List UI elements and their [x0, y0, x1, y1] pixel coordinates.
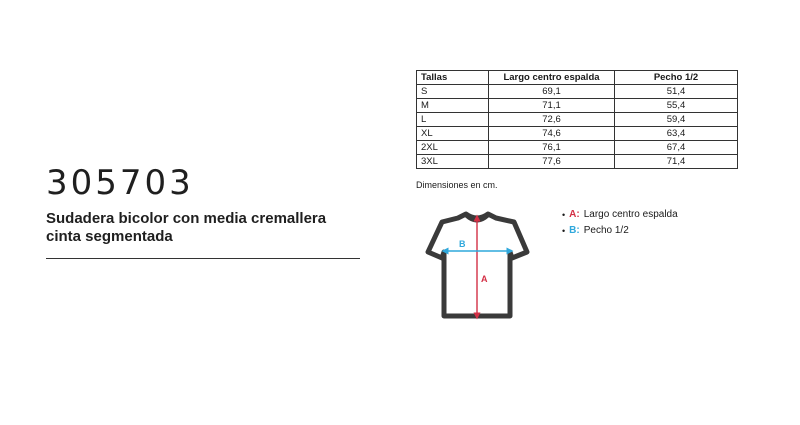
product-name-line2: cinta segmentada: [46, 228, 173, 245]
table-row: [417, 99, 738, 113]
bullet: •: [562, 226, 566, 236]
chest-cell: 67,4: [615, 141, 738, 155]
size-cell: XL: [417, 127, 489, 141]
table-row: [417, 127, 738, 141]
bullet: •: [562, 210, 566, 220]
product-code: 305703: [46, 163, 194, 203]
table-row: [417, 155, 738, 169]
length-cell: 72,6: [489, 113, 615, 127]
size-table: [416, 70, 738, 169]
legend-key-a: A:: [569, 209, 580, 220]
legend-text-a: Largo centro espalda: [583, 209, 678, 220]
product-name-line1: Sudadera bicolor con media cremallera: [46, 210, 327, 227]
header-largo: Largo centro espalda: [489, 71, 615, 85]
length-cell: 77,6: [489, 155, 615, 169]
table-row: [417, 113, 738, 127]
measurement-legend: [562, 207, 678, 239]
dimensions-note: Dimensiones en cm.: [416, 180, 498, 190]
chest-cell: 55,4: [615, 99, 738, 113]
table-row: [417, 85, 738, 99]
legend-item-a: [562, 207, 678, 223]
size-cell: S: [417, 85, 489, 99]
header-tallas: Tallas: [417, 71, 489, 85]
measure-a-label: A: [481, 274, 488, 284]
legend-item-b: [562, 223, 678, 239]
size-cell: L: [417, 113, 489, 127]
shirt-measurement-diagram: [414, 206, 544, 326]
length-cell: 69,1: [489, 85, 615, 99]
size-cell: 2XL: [417, 141, 489, 155]
chest-cell: 51,4: [615, 85, 738, 99]
divider: [46, 258, 360, 259]
legend-text-b: Pecho 1/2: [583, 225, 629, 236]
size-table-header-row: [417, 71, 738, 85]
size-cell: M: [417, 99, 489, 113]
chest-cell: 63,4: [615, 127, 738, 141]
table-row: [417, 141, 738, 155]
measure-b-label: B: [459, 239, 466, 249]
length-cell: 74,6: [489, 127, 615, 141]
legend-key-b: B:: [569, 225, 580, 236]
product-name: [46, 210, 366, 246]
chest-cell: 59,4: [615, 113, 738, 127]
chest-cell: 71,4: [615, 155, 738, 169]
size-cell: 3XL: [417, 155, 489, 169]
length-cell: 76,1: [489, 141, 615, 155]
header-pecho: Pecho 1/2: [615, 71, 738, 85]
length-cell: 71,1: [489, 99, 615, 113]
